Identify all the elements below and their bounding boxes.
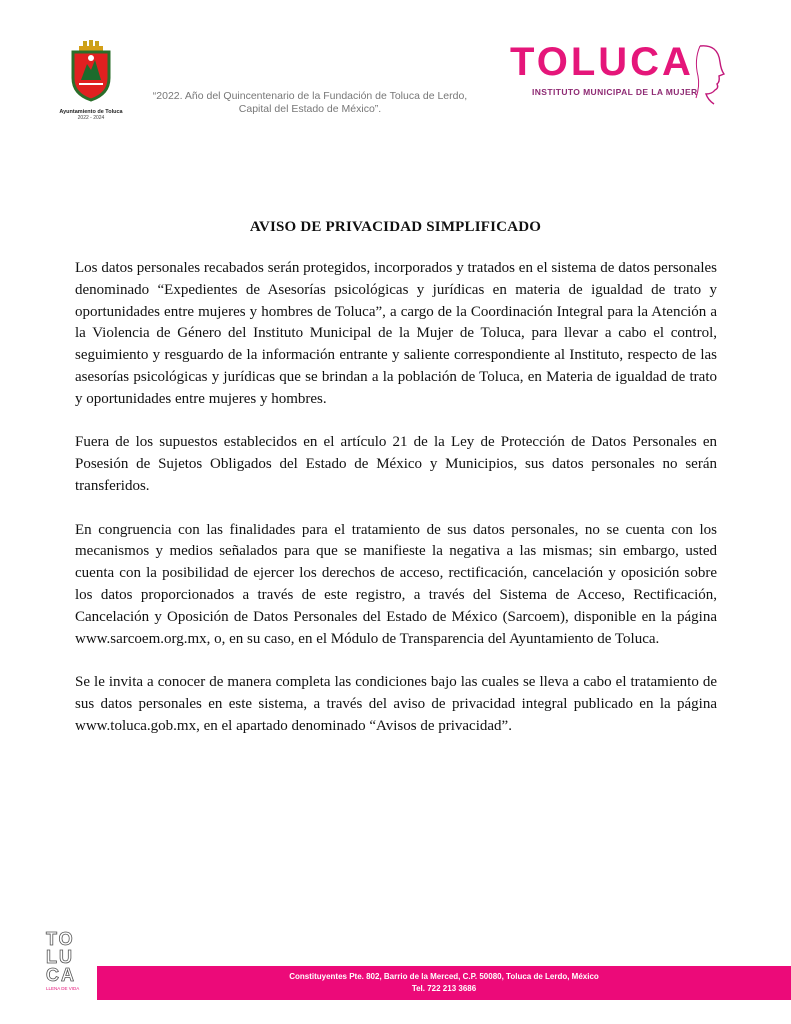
footer-logo: [46, 930, 88, 991]
ayuntamiento-logo: [58, 40, 124, 121]
footer-bar: [97, 966, 791, 1000]
woman-profile-icon: [692, 42, 726, 106]
org-name: Ayuntamiento de Toluca: [59, 109, 123, 115]
motto-line-1: “2022. Año del Quincentenario de la Fundación de Toluca de Lerdo,: [152, 90, 468, 102]
coat-of-arms-icon: [67, 40, 115, 102]
document-body: [75, 258, 717, 759]
footer-logo-tagline: LLENA DE VIDA: [46, 986, 80, 991]
institute-logo: [510, 40, 730, 112]
motto-line-2: Capital del Estado de México”.: [238, 103, 382, 115]
document-title: AVISO DE PRIVACIDAD SIMPLIFICADO: [249, 219, 542, 235]
paragraph: Fuera de los supuestos establecidos en el artículo 21 de la Ley de Protección de Datos Personales en Posesión de Sujetos Obligados del Estado de México y Municipios, sus datos personales no serán transferidos.: [75, 434, 717, 494]
org-years: 2022 - 2024: [77, 115, 105, 121]
footer-logo-text: TO LU CA: [46, 929, 76, 985]
brand-word: TOLUCA: [510, 40, 694, 84]
paragraph: Los datos personales recabados serán protegidos, incorporados y tratados en el sistema de datos personales denominado “Expedientes de Asesorías psicológicas y jurídicas en materia de igualdad de trato y oportunidades entre mujeres y hombres de Toluca”, a cargo de la Coordinación Integral para la Atención a la Violencia de Género del Instituto Municipal de la Mujer de Toluca, para llevar a cabo el control, seguimiento y resguardo de la información entrante y saliente correspondiente al Instituto, respecto de las asesorías psicológicas y jurídicas que se brindan a la población de Toluca, en Materia de igualdad de trato y oportunidades entre mujeres y hombres.: [75, 260, 717, 407]
footer-phone: Tel. 722 213 3686: [411, 984, 477, 993]
header-motto: [140, 90, 480, 116]
paragraph: Se le invita a conocer de manera completa las condiciones bajo las cuales se lleva a cabo el tratamiento de sus datos personales en este sistema, a través del aviso de privacidad integral publicado en la página www.toluca.gob.mx, en el apartado denominado “Avisos de privacidad”.: [75, 674, 717, 734]
paragraph: En congruencia con las finalidades para el tratamiento de sus datos personales, no se cuenta con los mecanismos y medios señalados para que se manifieste la negativa a las mismas; sin embargo, usted cuenta con la posibilidad de ejercer los derechos de acceso, rectificación, cancelación y oposición sobre los datos proporcionados a través de este registro, a través del Sistema de Acceso, Rectificación, Cancelación y Oposición de Datos Personales del Estado de México (Sarcoem), disponible en la página www.sarcoem.org.mx, o, en su caso, en el Módulo de Transparencia del Ayuntamiento de Toluca.: [75, 521, 717, 647]
footer-address: Constituyentes Pte. 802, Barrio de la Merced, C.P. 50080, Toluca de Lerdo, México: [289, 972, 599, 981]
brand-subtitle: INSTITUTO MUNICIPAL DE LA MUJER: [532, 87, 698, 97]
